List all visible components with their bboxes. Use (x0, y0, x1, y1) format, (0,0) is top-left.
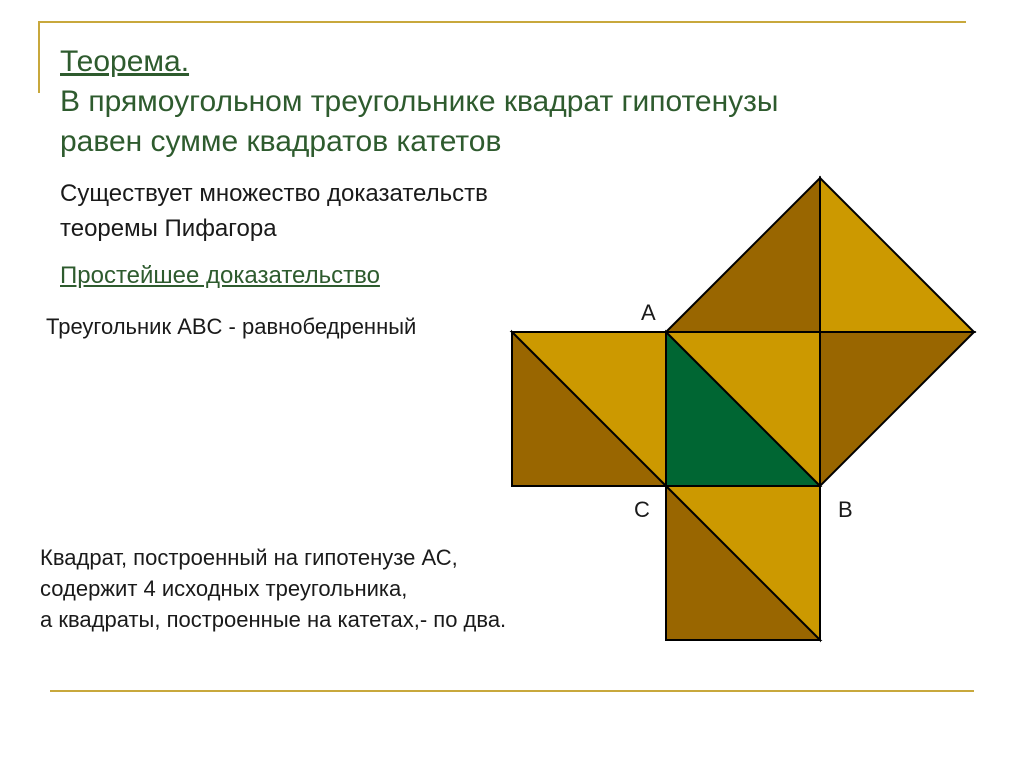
caption-line-3: а квадраты, построенные на катетах,- по два. (40, 607, 507, 632)
hyp-square-bottom-right (820, 332, 974, 486)
subtitle-line-1: Существует множество доказательств (60, 180, 488, 207)
theorem-heading: Теорема. (60, 45, 190, 78)
vertex-label-b: B (838, 497, 853, 522)
vertex-label-a: A (641, 300, 656, 325)
isosceles-note: Треугольник ABC - равнобедренный (46, 314, 417, 339)
hyp-square-top-left (666, 178, 820, 332)
theorem-line-1: В прямоугольном треугольнике квадрат гипотенузы (60, 85, 779, 118)
caption-line-1: Квадрат, построенный на гипотенузе АС, (40, 545, 458, 570)
simplest-proof-link[interactable]: Простейшее доказательство (60, 262, 380, 289)
vertex-label-c: C (634, 497, 650, 522)
caption-line-2: содержит 4 исходных треугольника, (40, 576, 408, 601)
subtitle-line-2: теоремы Пифагора (60, 215, 277, 242)
hyp-square-top-right (820, 178, 974, 332)
theorem-line-2: равен сумме квадратов катетов (60, 125, 502, 158)
